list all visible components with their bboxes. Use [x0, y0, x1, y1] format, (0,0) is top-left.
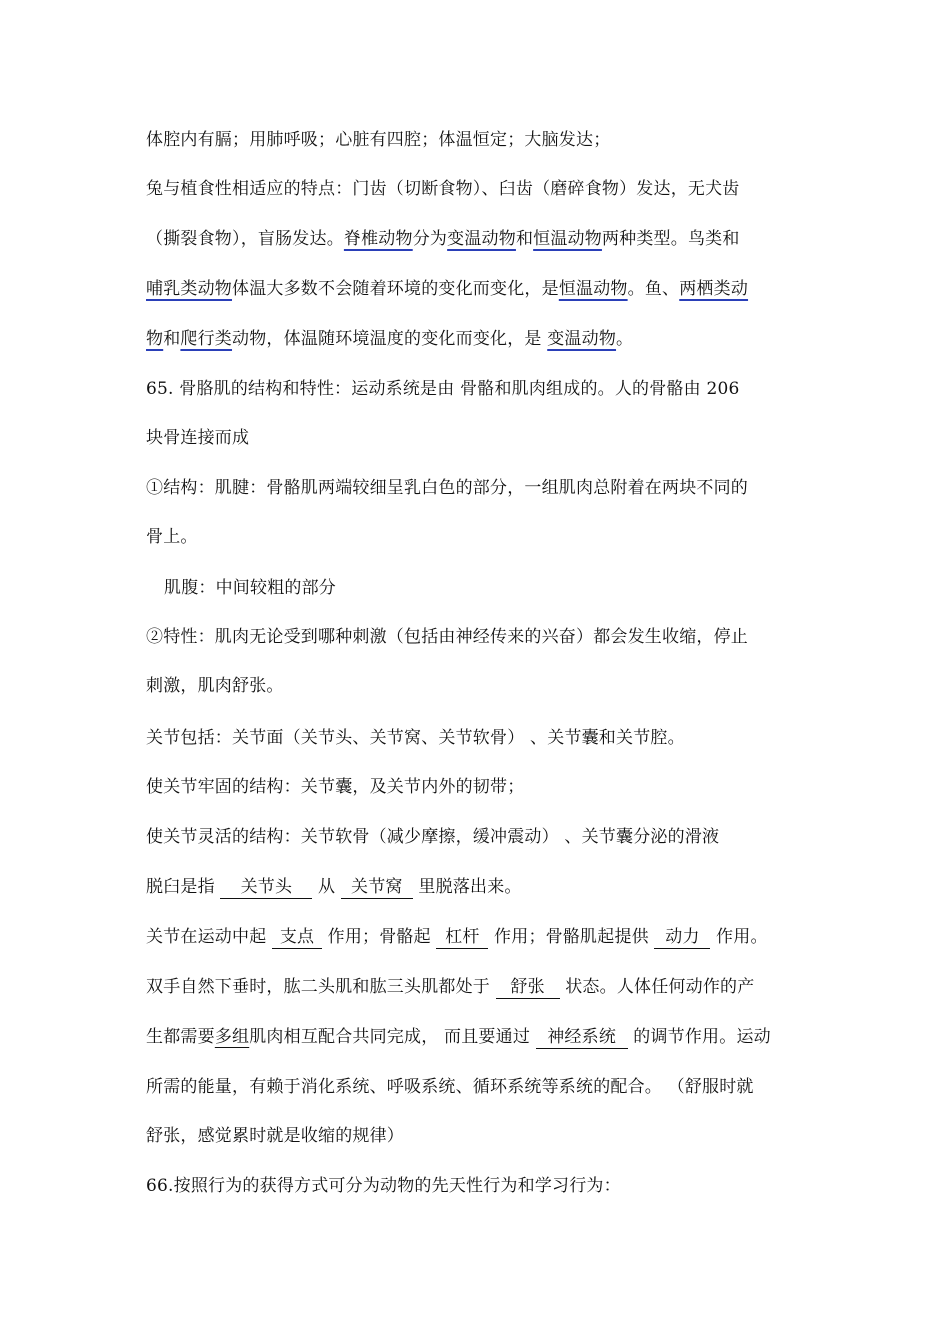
text-line: 刺激，肌肉舒张。: [146, 676, 284, 696]
underlined-term: 恒温动物: [533, 229, 602, 249]
text-line: [146, 975, 754, 999]
text-span: 作用；骨骼起: [322, 927, 437, 947]
text-line: 关节包括：关节面（关节头、关节窝、关节软骨） 、关节囊和关节腔。: [146, 728, 685, 748]
text-line: 兔与植食性相适应的特点：门齿（切断食物）、臼齿（磨碎食物）发达，无犬齿: [146, 179, 740, 199]
text-span: 从: [312, 877, 341, 897]
text-line: 骨上。: [146, 527, 198, 547]
text-line: ②特性：肌肉无论受到哪种刺激（包括由神经传来的兴奋）都会发生收缩，停止: [146, 627, 748, 647]
text-line: ①结构：肌腱：骨骼肌两端较细呈乳白色的部分，一组肌肉总附着在两块不同的: [146, 478, 748, 498]
fill-blank: 关节头: [220, 876, 312, 899]
text-span: 状态。人体任何动作的产: [559, 977, 755, 997]
underlined-term: 多组: [214, 1027, 250, 1047]
text-line: [146, 875, 522, 899]
text-span: 关节在运动中起: [146, 927, 273, 947]
text-span: 两种类型。鸟类和: [601, 229, 740, 249]
text-span: 作用。: [710, 927, 768, 947]
text-line: 肌腹：中间较粗的部分: [164, 578, 336, 598]
underlined-term: 两栖类动: [679, 279, 749, 299]
section-heading-65: 65. 骨胳肌的结构和特性：运动系统是由 骨骼和肌肉组成的。人的骨骼由 206: [146, 379, 740, 399]
text-span: 和: [515, 229, 534, 249]
text-line: 块骨连接而成: [146, 428, 250, 448]
underlined-term: 物: [146, 329, 164, 349]
text-span: 生都需要: [146, 1027, 215, 1047]
text-span: 动物，体温随环境温度的变化而变化，是: [232, 329, 548, 349]
text-line: [146, 327, 633, 351]
text-span: 作用；骨骼肌起提供: [488, 927, 655, 947]
text-line: [146, 277, 748, 301]
section-heading-66: 66.按照行为的获得方式可分为动物的先天性行为和学习行为：: [146, 1176, 621, 1196]
text-span: 分为: [412, 229, 448, 249]
text-span: 和: [163, 329, 181, 349]
text-span: 的调节作用。运动: [627, 1027, 771, 1047]
text-line: 舒张，感觉累时就是收缩的规律）: [146, 1126, 404, 1146]
text-span: 双手自然下垂时，肱二头肌和肱三头肌都处于: [146, 977, 496, 997]
text-line: 使关节灵活的结构：关节软骨（减少摩擦，缓冲震动） 、关节囊分泌的滑液: [146, 827, 720, 847]
text-line: 所需的能量，有赖于消化系统、呼吸系统、循环系统等系统的配合。 （舒服时就: [146, 1077, 754, 1097]
text-span: 里脱落出来。: [412, 877, 522, 897]
underlined-term: 变温动物: [447, 229, 516, 249]
text-span: 体温大多数不会随着环境的变化而变化，是: [232, 279, 559, 299]
text-line: [146, 1025, 771, 1049]
text-line: [146, 227, 740, 251]
fill-blank: 舒张: [496, 976, 560, 999]
underlined-term: 哺乳类动物: [146, 279, 232, 299]
text-line: 使关节牢固的结构：关节囊，及关节内外的韧带；: [146, 777, 525, 797]
text-line: 体腔内有膈；用肺呼吸；心脏有四腔；体温恒定；大脑发达；: [146, 130, 611, 150]
underlined-term: 爬行类: [180, 329, 233, 349]
fill-blank: 动力: [654, 926, 710, 949]
underlined-term: 脊椎动物: [343, 229, 413, 249]
fill-blank: 神经系统: [536, 1026, 628, 1049]
text-span: 。鱼、: [627, 279, 680, 299]
text-line: [146, 925, 768, 949]
fill-blank: 杠杆: [436, 926, 488, 949]
underlined-term: 变温动物: [547, 329, 617, 349]
fill-blank: 支点: [272, 926, 322, 949]
underlined-term: 恒温动物: [558, 279, 628, 299]
text-span: 肌肉相互配合共同完成， 而且要通过: [249, 1027, 536, 1047]
text-span: 脱臼是指: [146, 877, 221, 897]
fill-blank: 关节窝: [341, 876, 413, 899]
text-span: 。: [616, 329, 634, 349]
text-span: （撕裂食物），盲肠发达。: [146, 229, 344, 249]
